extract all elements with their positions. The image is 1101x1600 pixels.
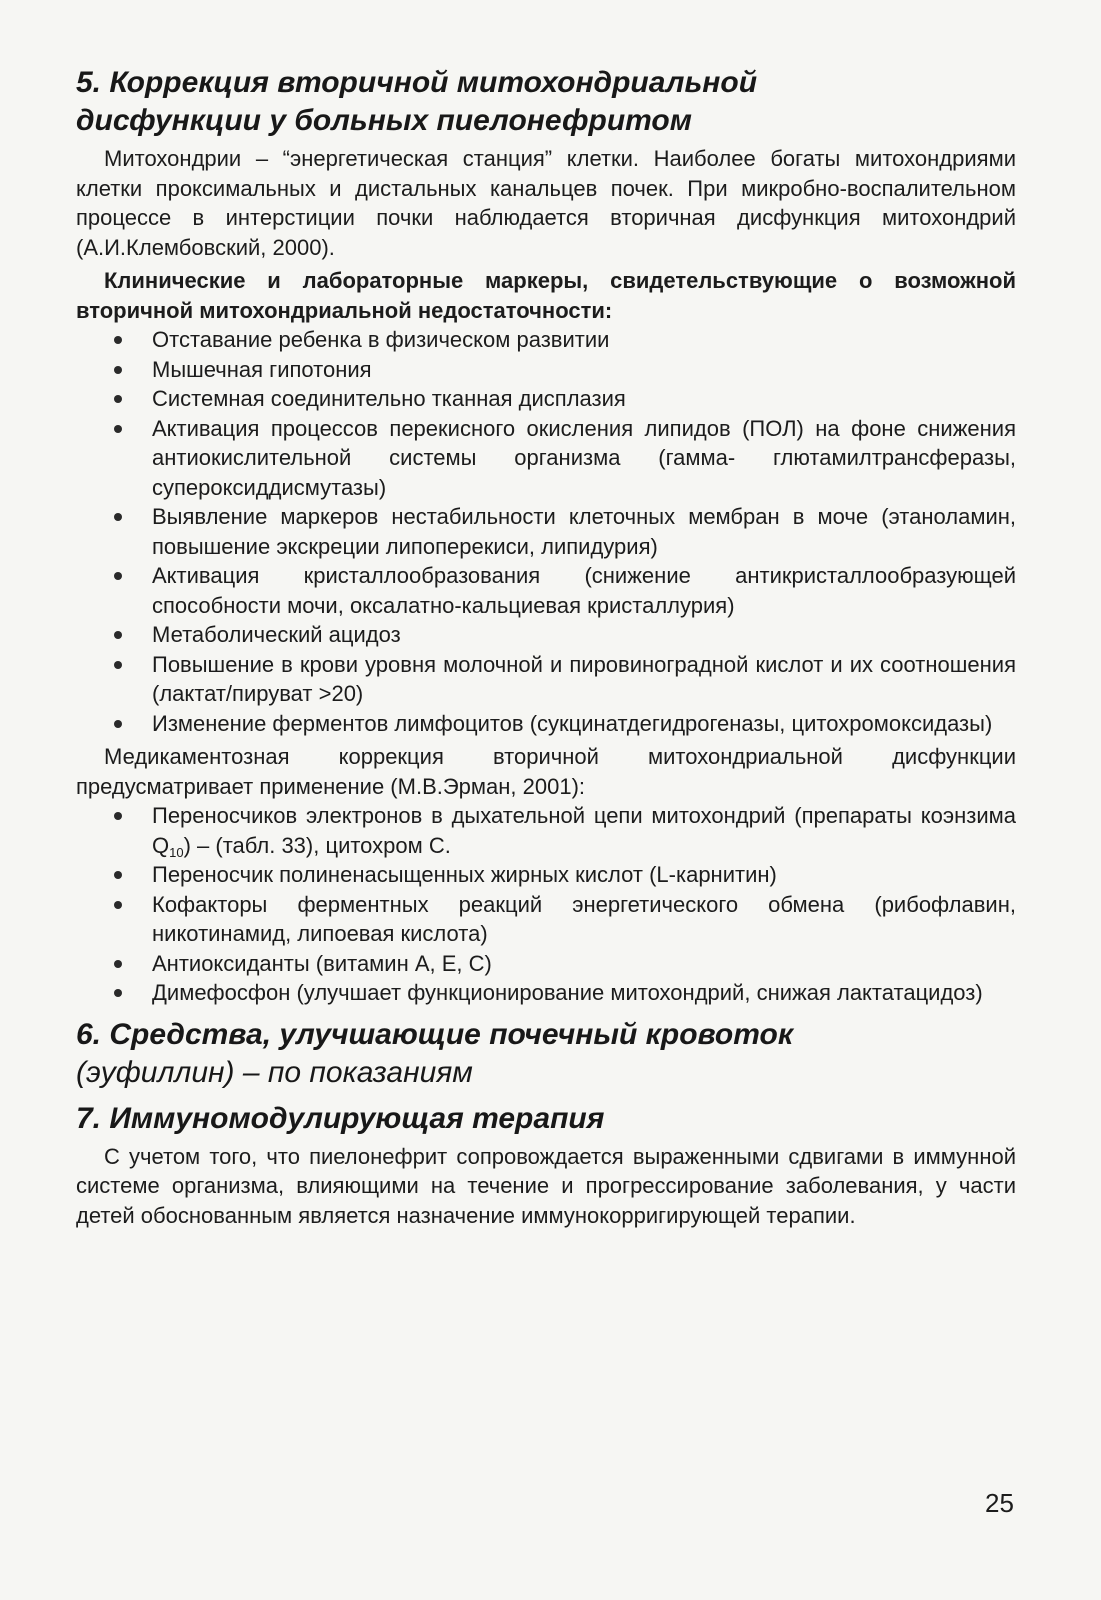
page-content (76, 64, 1016, 1230)
markers-lead-paragraph: Клинические и лабораторные маркеры, свидетельствующие о возможной вторичной митохондриальной недостаточности: (76, 268, 1016, 323)
section-7-heading: 7. Иммуномодулирующая терапия (76, 1101, 605, 1135)
list-item: Мышечная гипотония (76, 355, 1016, 385)
list-item: Активация процессов перекисного окисления липидов (ПОЛ) на фоне снижения антиокислительной системы организма (гамма- глютамилтрансферазы, супероксиддисмутазы) (76, 414, 1016, 503)
list-item: Изменение ферментов лимфоцитов (сукцинатдегидрогеназы, цитохромоксидазы) (76, 709, 1016, 739)
page-number: 25 (985, 1488, 1014, 1518)
markers-list (76, 325, 1016, 738)
section-6-title-line-2: (эуфиллин) – по показаниям (76, 1055, 473, 1089)
bullet-icon (114, 871, 122, 879)
bullet-icon (114, 812, 122, 820)
list-item: Активация кристаллообразования (снижение антикристаллообразующей способности мочи, оксалатно-кальциевая кристаллурия) (76, 561, 1016, 620)
bullet-icon (114, 395, 122, 403)
bullet-icon (114, 425, 122, 433)
bullet-icon (114, 336, 122, 344)
list-item: Антиоксиданты (витамин А, Е, С) (76, 949, 1016, 979)
section-5-title-line-1: 5. Коррекция вторичной митохондриальной (76, 66, 758, 99)
spacer (76, 1008, 1016, 1016)
mitochondria-intro-paragraph: Митохондрии – “энергетическая станция” клетки. Наиболее богаты митохондриями клетки проксимальных и дистальных канальцев почек. При микробно-воспалительном процессе в интерстиции почки наблюдается вторичная дисфункция митохондрий (А.И.Клембовский, 2000). (76, 146, 1016, 260)
list-item: Переносчик полиненасыщенных жирных кислот (L-карнитин) (76, 860, 1016, 890)
section-6-title-line-1: 6. Средства, улучшающие почечный кровоток (76, 1017, 794, 1051)
list-item: Кофакторы ферментных реакций энергетического обмена (рибофлавин, никотинамид, липоевая кислота) (76, 890, 1016, 949)
bullet-icon (114, 366, 122, 374)
list-item: Отставание ребенка в физическом развитии (76, 325, 1016, 355)
list-item: Повышение в крови уровня молочной и пировиноградной кислот и их соотношения (лактат/пируват >20) (76, 650, 1016, 709)
section-6-heading (76, 1016, 1016, 1092)
section-5-heading (76, 64, 1016, 140)
list-item: Метаболический ацидоз (76, 620, 1016, 650)
bullet-icon (114, 631, 122, 639)
list-item: Димефосфон (улучшает функционирование митохондрий, снижая лактатацидоз) (76, 978, 1016, 1008)
bullet-icon (114, 720, 122, 728)
section-5-title-line-2: дисфункции у больных пиелонефритом (76, 104, 692, 137)
bullet-icon (114, 989, 122, 997)
list-item: Системная соединительно тканная дисплазия (76, 384, 1016, 414)
treatment-list (76, 801, 1016, 1008)
immunotherapy-paragraph: С учетом того, что пиелонефрит сопровождается выраженными сдвигами в иммунной системе организма, влияющими на течение и прогрессирование заболевания, у части детей обоснованным является назначение иммунокорригирующей терапии. (76, 1143, 1016, 1228)
spacer (76, 1092, 1016, 1100)
bullet-icon (114, 572, 122, 580)
bullet-icon (114, 513, 122, 521)
treatment-intro-paragraph: Медикаментозная коррекция вторичной митохондриальной дисфункции предусматривает применение (М.В.Эрман, 2001): (76, 744, 1016, 799)
bullet-icon (114, 901, 122, 909)
list-item: Выявление маркеров нестабильности клеточных мембран в моче (этаноламин, повышение экскреции липоперекиси, липидурия) (76, 502, 1016, 561)
bullet-icon (114, 661, 122, 669)
bullet-icon (114, 960, 122, 968)
subscript-10: 10 (169, 844, 184, 860)
list-item: Переносчиков электронов в дыхательной цепи митохондрий (препараты коэнзима $Q_{10}$) – (табл. 33), цитохром С. (76, 801, 1016, 860)
